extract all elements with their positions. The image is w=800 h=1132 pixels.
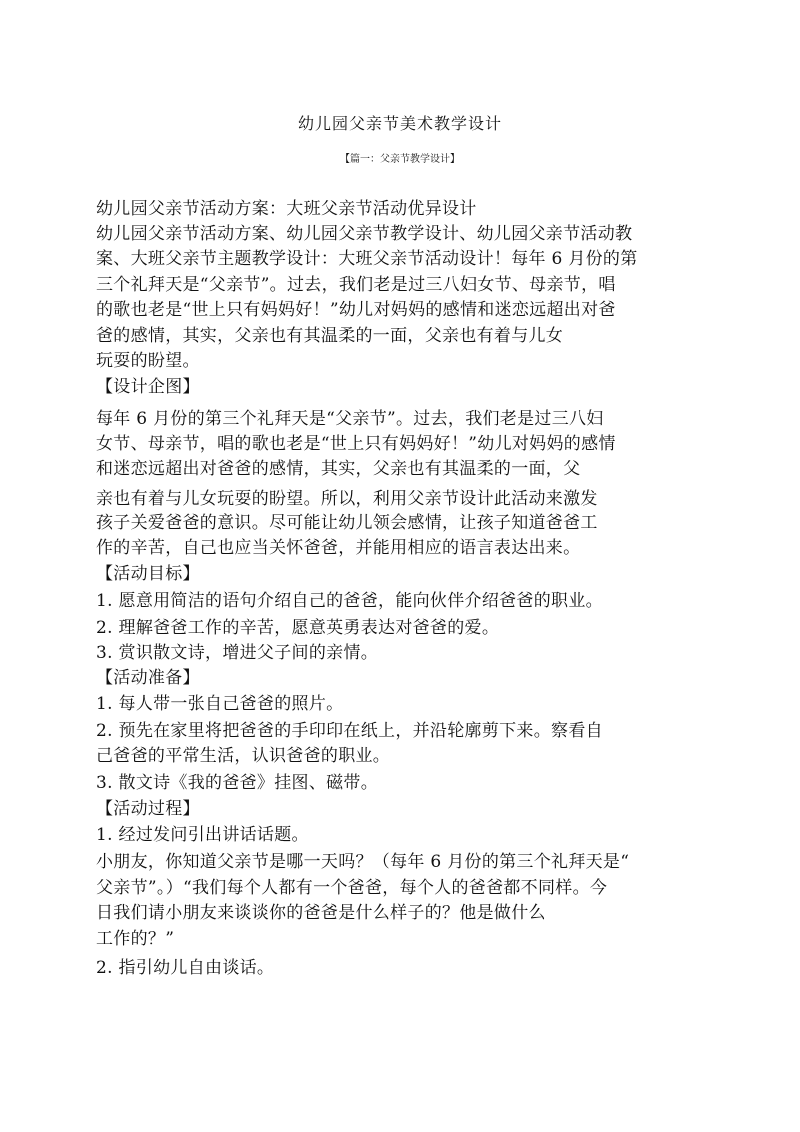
body-line: 作的辛苦，自己也应当关怀爸爸，并能用相应的语言表达出来。 xyxy=(96,538,581,558)
body-line: 幼儿园父亲节活动方案、幼儿园父亲节教学设计、幼儿园父亲节活动教 xyxy=(96,224,633,244)
body-line: 小朋友，你知道父亲节是哪一天吗？（每年 6 月份的第三个礼拜天是“ xyxy=(96,852,630,872)
body-line: 2. 指引幼儿自由谈话。 xyxy=(96,958,275,978)
body-line: 1. 愿意用简洁的语句介绍自己的爸爸，能向伙伴介绍爸爸的职业。 xyxy=(96,591,603,611)
body-line: 1. 每人带一张自己爸爸的照片。 xyxy=(96,694,344,714)
body-line: 日我们请小朋友来谈谈你的爸爸是什么样子的？他是做什么 xyxy=(96,903,546,923)
body-line: 3. 散文诗《我的爸爸》挂图、磁带。 xyxy=(96,773,379,793)
body-line: 2. 预先在家里将把爸爸的手印印在纸上，并沿轮廓剪下来。察看自 xyxy=(96,721,603,741)
body-line: 爸的感情，其实，父亲也有其温柔的一面，父亲也有着与儿女 xyxy=(96,326,564,346)
document-title: 幼儿园父亲节美术教学设计 xyxy=(297,114,502,133)
body-line: 工作的？” xyxy=(96,929,175,949)
section-heading: 【活动过程】 xyxy=(96,799,200,819)
body-line: 父亲节”。）“我们每个人都有一个爸爸，每个人的爸爸都不同样。今 xyxy=(96,878,608,898)
body-line: 己爸爸的平常生活，认识爸爸的职业。 xyxy=(96,746,391,766)
document-subtitle: 【篇一：父亲节教学设计】 xyxy=(340,154,460,165)
body-line: 1. 经过发问引出讲话话题。 xyxy=(96,825,309,845)
section-heading: 【活动准备】 xyxy=(96,668,200,688)
body-line: 幼儿园父亲节活动方案：大班父亲节活动优异设计 xyxy=(96,199,477,219)
body-line: 三个礼拜天是“父亲节”。过去，我们老是过三八妇女节、母亲节，唱 xyxy=(96,275,616,295)
body-line: 女节、母亲节，唱的歌也老是“世上只有妈妈好！”幼儿对妈妈的感情 xyxy=(96,434,616,454)
body-line: 2. 理解爸爸工作的辛苦，愿意英勇表达对爸爸的爱。 xyxy=(96,618,500,638)
body-line: 和迷恋远超出对爸爸的感情，其实，父亲也有其温柔的一面，父 xyxy=(96,459,581,479)
body-line: 每年 6 月份的第三个礼拜天是“父亲节”。过去，我们老是过三八妇 xyxy=(96,409,604,429)
section-heading: 【活动目标】 xyxy=(96,564,200,584)
body-line: 孩子关爱爸爸的意识。尽可能让幼儿领会感情，让孩子知道爸爸工 xyxy=(96,513,598,533)
body-line: 案、大班父亲节主题教学设计：大班父亲节活动设计！每年 6 月份的第 xyxy=(96,249,638,269)
body-line: 亲也有着与儿女玩耍的盼望。所以，利用父亲节设计此活动来激发 xyxy=(96,489,598,509)
section-heading: 【设计企图】 xyxy=(96,377,200,397)
body-line: 玩耍的盼望。 xyxy=(96,351,200,371)
body-line: 的歌也老是“世上只有妈妈好！”幼儿对妈妈的感情和迷恋远超出对爸 xyxy=(96,300,616,320)
body-line: 3. 赏识散文诗，增进父子间的亲情。 xyxy=(96,643,379,663)
